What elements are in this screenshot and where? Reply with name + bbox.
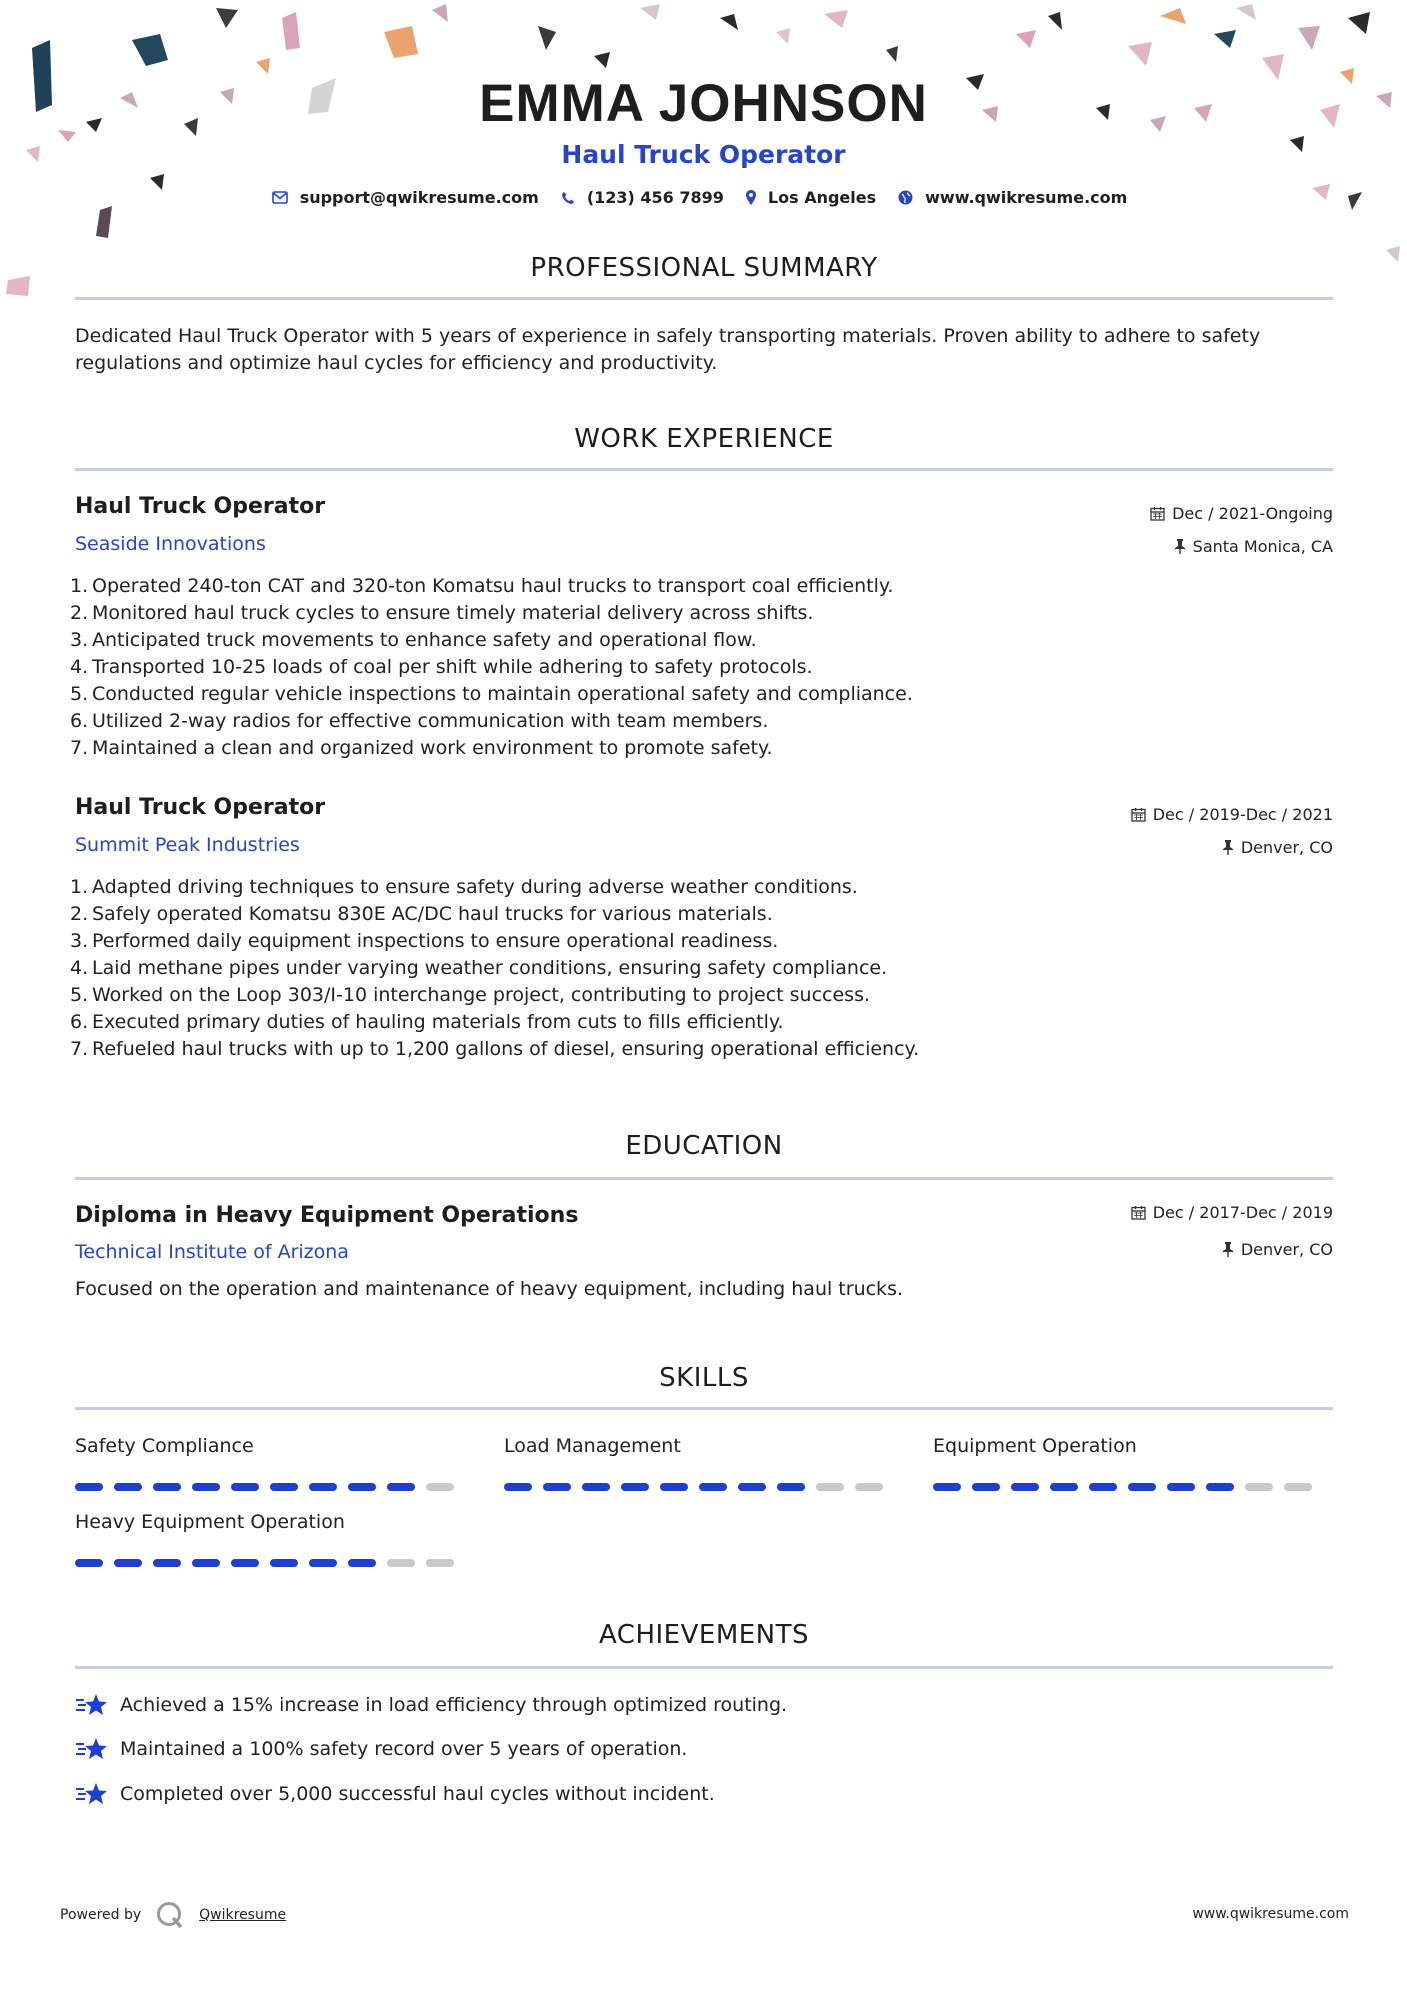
skill-segment xyxy=(270,1559,298,1567)
contact-phone[interactable] xyxy=(561,188,724,207)
bullet-number: 7. xyxy=(70,737,89,759)
skill-segment xyxy=(1011,1483,1039,1491)
resume-header xyxy=(0,72,1407,169)
bullet-number: 7. xyxy=(70,1038,89,1060)
bullet-text: Operated 240-ton CAT and 320-ton Komatsu haul trucks to transport coal efficiently. xyxy=(92,575,894,597)
job-bullet xyxy=(70,600,1070,627)
education-dates xyxy=(1131,1203,1333,1222)
skill-segment xyxy=(1050,1483,1078,1491)
skill-segment xyxy=(309,1483,337,1491)
skill-segment xyxy=(231,1483,259,1491)
bullet-text: Monitored haul truck cycles to ensure timely material delivery across shifts. xyxy=(92,602,814,624)
achievement-item xyxy=(75,1781,715,1807)
phone-text: (123) 456 7899 xyxy=(586,188,724,207)
skill-segment xyxy=(1128,1483,1156,1491)
location-text: Los Angeles xyxy=(767,188,877,207)
section-divider xyxy=(75,297,1333,300)
bullet-text: Anticipated truck movements to enhance safety and operational flow. xyxy=(92,629,757,651)
globe-icon xyxy=(898,190,913,205)
envelope-icon xyxy=(272,191,288,204)
bullet-text: Utilized 2-way radios for effective communication with team members. xyxy=(92,710,769,732)
summary-text: Dedicated Haul Truck Operator with 5 years of experience in safely transporting materials. Proven ability to adhere to safety regulations and optimize haul cycles for efficiency and productivity. xyxy=(75,325,1261,374)
job-title: Haul Truck Operator xyxy=(75,494,326,519)
shooting-star-icon xyxy=(75,1781,108,1807)
skill-segment xyxy=(1284,1483,1312,1491)
job-bullet xyxy=(70,955,1070,982)
job-bullet xyxy=(70,627,1070,654)
job-company: Seaside Innovations xyxy=(75,533,266,555)
powered-by-label: Powered by xyxy=(60,1907,142,1923)
section-divider xyxy=(75,468,1333,471)
contact-email[interactable] xyxy=(272,188,539,207)
bullet-text: Conducted regular vehicle inspections to maintain operational safety and compliance. xyxy=(92,683,913,705)
education-degree: Diploma in Heavy Equipment Operations xyxy=(75,1203,579,1228)
phone-icon xyxy=(561,191,575,205)
skill-segment xyxy=(426,1559,454,1567)
skill-level-bar xyxy=(75,1559,455,1567)
section-divider xyxy=(75,1177,1333,1180)
qwikresume-logo-icon xyxy=(155,1900,185,1930)
skill-segment xyxy=(75,1559,103,1567)
job-bullet xyxy=(70,928,1070,955)
contact-website[interactable] xyxy=(898,188,1127,207)
map-pin-icon xyxy=(746,190,756,205)
job-location xyxy=(1222,838,1333,857)
skill-segment xyxy=(153,1483,181,1491)
skill-segment xyxy=(738,1483,766,1491)
skill-segment xyxy=(1167,1483,1195,1491)
bullet-number: 5. xyxy=(70,683,89,705)
skill-level-bar xyxy=(933,1483,1313,1491)
job-dates xyxy=(1131,805,1333,824)
candidate-role: Haul Truck Operator xyxy=(561,140,846,169)
job-dates-text: Dec / 2019-Dec / 2021 xyxy=(1152,805,1333,824)
skill-name: Heavy Equipment Operation xyxy=(75,1511,345,1533)
skill-segment xyxy=(816,1483,844,1491)
skill-segment xyxy=(1089,1483,1117,1491)
skill-name: Equipment Operation xyxy=(933,1435,1137,1457)
job-bullets xyxy=(70,874,1070,1063)
footer-powered-by xyxy=(60,1900,286,1930)
skill-segment xyxy=(114,1483,142,1491)
section-title-education: EDUCATION xyxy=(625,1131,783,1161)
skill-segment xyxy=(543,1483,571,1491)
section-divider xyxy=(75,1407,1333,1410)
section-title-achievements: ACHIEVEMENTS xyxy=(598,1620,810,1650)
skill-item xyxy=(504,1435,884,1491)
skill-segment xyxy=(348,1483,376,1491)
bullet-text: Safely operated Komatsu 830E AC/DC haul trucks for various materials. xyxy=(92,903,773,925)
job-bullet xyxy=(70,874,1070,901)
job-location-text: Santa Monica, CA xyxy=(1192,537,1333,556)
calendar-icon xyxy=(1150,506,1165,521)
education-location xyxy=(1222,1240,1333,1259)
skill-item xyxy=(75,1435,455,1491)
bullet-text: Adapted driving techniques to ensure safety during adverse weather conditions. xyxy=(92,876,858,898)
skill-segment xyxy=(504,1483,532,1491)
calendar-icon xyxy=(1131,1205,1146,1220)
education-location-text: Denver, CO xyxy=(1240,1240,1333,1259)
contact-bar xyxy=(0,188,1407,207)
shooting-star-icon xyxy=(75,1692,108,1718)
education-description: Focused on the operation and maintenance of heavy equipment, including haul trucks. xyxy=(75,1278,904,1300)
section-title-experience: WORK EXPERIENCE xyxy=(574,424,834,454)
achievement-item xyxy=(75,1736,687,1762)
shooting-star-icon xyxy=(75,1736,108,1762)
skill-segment xyxy=(660,1483,688,1491)
job-dates xyxy=(1150,504,1333,523)
job-bullet xyxy=(70,573,1070,600)
job-bullet xyxy=(70,735,1070,762)
skill-segment xyxy=(855,1483,883,1491)
bullet-number: 3. xyxy=(70,629,89,651)
job-bullet xyxy=(70,1036,1070,1063)
bullet-number: 6. xyxy=(70,1011,89,1033)
bullet-text: Transported 10-25 loads of coal per shift while adhering to safety protocols. xyxy=(92,656,813,678)
job-bullet xyxy=(70,654,1070,681)
bullet-number: 2. xyxy=(70,602,89,624)
skill-segment xyxy=(192,1559,220,1567)
section-divider xyxy=(75,1666,1333,1669)
pushpin-icon xyxy=(1222,840,1234,855)
calendar-icon xyxy=(1131,807,1146,822)
skill-segment xyxy=(426,1483,454,1491)
job-location xyxy=(1174,537,1333,556)
section-title-summary: PROFESSIONAL SUMMARY xyxy=(530,253,878,283)
education-school: Technical Institute of Arizona xyxy=(75,1241,349,1263)
skill-segment xyxy=(1206,1483,1234,1491)
skill-segment xyxy=(972,1483,1000,1491)
skill-segment xyxy=(75,1483,103,1491)
skill-name: Safety Compliance xyxy=(75,1435,254,1457)
job-location-text: Denver, CO xyxy=(1240,838,1333,857)
achievement-text: Completed over 5,000 successful haul cycles without incident. xyxy=(120,1783,715,1805)
skill-segment xyxy=(582,1483,610,1491)
bullet-number: 2. xyxy=(70,903,89,925)
skill-segment xyxy=(114,1559,142,1567)
bullet-text: Refueled haul trucks with up to 1,200 gallons of diesel, ensuring operational efficiency. xyxy=(92,1038,920,1060)
candidate-name: EMMA JOHNSON xyxy=(479,74,928,133)
job-bullet xyxy=(70,708,1070,735)
skill-item xyxy=(933,1435,1313,1491)
skill-segment xyxy=(699,1483,727,1491)
job-bullet xyxy=(70,982,1070,1009)
job-bullet xyxy=(70,681,1070,708)
skill-segment xyxy=(387,1559,415,1567)
skill-segment xyxy=(1245,1483,1273,1491)
job-company: Summit Peak Industries xyxy=(75,834,300,856)
pushpin-icon xyxy=(1174,539,1186,554)
bullet-text: Maintained a clean and organized work environment to promote safety. xyxy=(92,737,773,759)
skill-level-bar xyxy=(504,1483,884,1491)
skill-name: Load Management xyxy=(504,1435,681,1457)
achievement-text: Maintained a 100% safety record over 5 years of operation. xyxy=(120,1738,688,1760)
skill-segment xyxy=(387,1483,415,1491)
job-title: Haul Truck Operator xyxy=(75,795,326,820)
job-dates-text: Dec / 2021-Ongoing xyxy=(1172,504,1333,523)
skill-segment xyxy=(153,1559,181,1567)
section-title-skills: SKILLS xyxy=(659,1363,749,1393)
email-text: support@qwikresume.com xyxy=(299,188,539,207)
achievement-text: Achieved a 15% increase in load efficiency through optimized routing. xyxy=(120,1694,788,1716)
footer-url[interactable]: www.qwikresume.com xyxy=(1192,1906,1349,1922)
skill-segment xyxy=(231,1559,259,1567)
bullet-number: 1. xyxy=(70,575,89,597)
skill-segment xyxy=(192,1483,220,1491)
education-dates-text: Dec / 2017-Dec / 2019 xyxy=(1152,1203,1333,1222)
skill-segment xyxy=(348,1559,376,1567)
bullet-number: 5. xyxy=(70,984,89,1006)
skill-item xyxy=(75,1511,455,1567)
skill-segment xyxy=(309,1559,337,1567)
bullet-number: 1. xyxy=(70,876,89,898)
bullet-number: 4. xyxy=(70,957,89,979)
bullet-number: 6. xyxy=(70,710,89,732)
skill-segment xyxy=(621,1483,649,1491)
bullet-text: Laid methane pipes under varying weather conditions, ensuring safety compliance. xyxy=(92,957,888,979)
skill-segment xyxy=(270,1483,298,1491)
bullet-text: Executed primary duties of hauling materials from cuts to fills efficiently. xyxy=(92,1011,784,1033)
achievement-item xyxy=(75,1692,787,1718)
bullet-text: Performed daily equipment inspections to ensure operational readiness. xyxy=(92,930,779,952)
contact-location xyxy=(746,188,876,207)
brand-link[interactable]: Qwikresume xyxy=(199,1907,287,1923)
bullet-number: 3. xyxy=(70,930,89,952)
bullet-text: Worked on the Loop 303/I-10 interchange project, contributing to project success. xyxy=(92,984,871,1006)
skill-segment xyxy=(933,1483,961,1491)
job-bullet xyxy=(70,901,1070,928)
skill-segment xyxy=(777,1483,805,1491)
skill-level-bar xyxy=(75,1483,455,1491)
job-bullet xyxy=(70,1009,1070,1036)
website-text: www.qwikresume.com xyxy=(925,188,1128,207)
job-bullets xyxy=(70,573,1070,762)
bullet-number: 4. xyxy=(70,656,89,678)
pushpin-icon xyxy=(1222,1242,1234,1257)
